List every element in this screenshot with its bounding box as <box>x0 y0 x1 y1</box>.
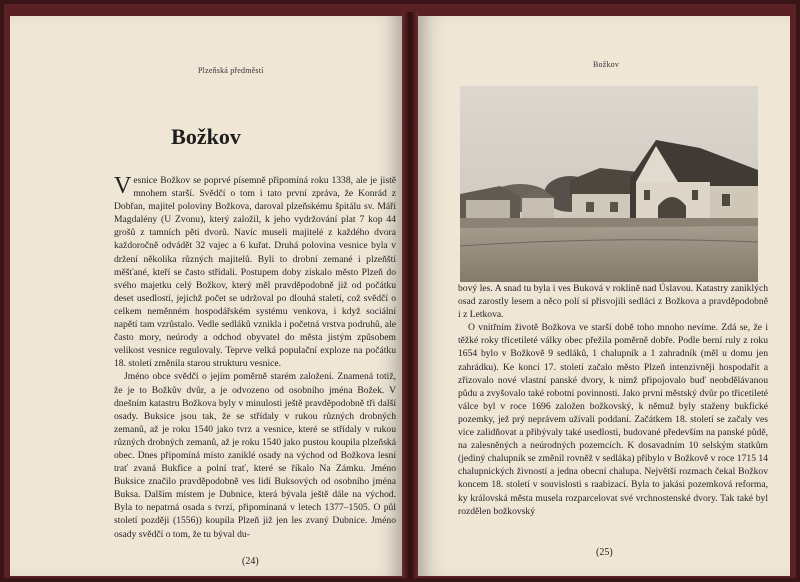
page-number-left: (24) <box>242 556 259 567</box>
paragraph: esnice Božkov se poprvé písemně připomíná roku 1338, ale je jistě mnohem starší. Svědčí o tom i tato první zpráva, že Konrád z Dobřan, majitel poloviny Božkova, daroval plzeňskému špitálu sv. Máří Magdalény (U Zvonu), který založil, k jeho vydržování plat 7 kop 44 grošů z tamních pěti dvorů. Navíc museli majitelé z každého dvora každoročně odvádět 32 vajec a 6 kuřat. Druhá polovina vesnice byla v držení několika různých majitelů. Byli to drobní zemané i plzeňští měšťané, kteří se často střídali. Postupem doby získalo město Plzeň do svého majetku celý Božkov, který měl pravděpodobně již od počátku deset usedlostí, jejichž počet se udržoval po dlouhá staletí, což svědčí o celkem neměnném hospodářském systému venkova, i když sociální napětí tam vzrůstalo. Vedle sedláků vznikla i početná vrstva podruhů, ale často mory, neúrody a odchod obyvatel do města jistým způsobem velikost vesnice regulovaly. Teprve velká populační exploze na počátku 18. století změnila starou strukturu vesnice. <box>114 175 396 370</box>
left-page-text <box>114 174 396 541</box>
running-head-right: Božkov <box>593 60 620 69</box>
paragraph: bový les. A snad tu byla i ves Buková v roklině nad Úslavou. Katastry zaniklých osad zarostly lesem a něco polí si přisvojili sedláci z Božkova a pravděpodobně i z Letkova. <box>458 283 768 321</box>
chapter-title: Božkov <box>171 124 241 149</box>
right-page-text <box>458 282 768 518</box>
paragraph: O vnitřním životě Božkova ve starší době toho mnoho nevíme. Zdá se, že i těžké roky třicetileté války obec přežila poměrně dobře. Podle berní ruly z roku 1654 bylo v Božkově 9 sedláků, 1 chalupník a 1 zahradník (měl u domu jen zahrádku). Ke konci 17. století začalo město Plzeň intenzivněji hospodařit a zřizovalo nové vlastní panské dvory, k nimž připojovalo buď neobdělávanou půdu a zvyšovalo také robotní povinnosti. Jako první městský dvůr po třicetileté válce byl v roce 1696 založen božkovský, k němuž byly staženy bukfické pozemky, jež prý neprávem užívali poddaní. Začátkem 18. století se začaly ves vice zalidňovat a přibývaly také usedlosti, budované především na panské půdě, na zalesněných a neúrodných pozemcích. K dosavadním 10 selským statkům (jediný chalupník se změnil rovněž v sedláka) přibylo v Božkově v roce 1715 14 chalupnických živností a jedna obecní chalupa. Největší rozmach čekal Božkov koncem 18. století v souvislosti s raabizací. Byla to jakási pozemková reforma, ky královská města musela rozparcelovat své vrchnostenské dvory. Tak také byl rozdělen božkovský <box>458 322 768 517</box>
paragraph: Jméno obce svědčí o jejím poměrně starém založení. Znamená totiž, že je to Božkův dvůr, a je odvozeno od osobního jména Božek. V dnešním katastru Božkova byly v minulosti ještě pravděpodobně tři další osady. Buksice jsou tak, že se střídaly v rukou různých drobných zemanů, až je roku 1540 jako tvrz a vesnice, které se střídaly v rukou různých drobných zemanů, až je roku 1540 jako pustou koupila plzeňská obec. Dnes připomíná místo zaniklé osady na východ od Božkova lesní trať zvaná Bukfice a polní trať, které se říkalo Na Zámku. Jméno Buksice značilo pravděpodobně ves lidí Buksových od osobního jména Buksa. Dalším místem je Dubnice, která bývala ještě dále na východ. Byla to nepatrná osada s tvrzí, připomínaná v letech 1377–1505. O půl století později (1556)) koupila Plzeň již jen les zvaný Dubnice. Jméno osady svědčí o tom, že tu býval du- <box>114 371 396 540</box>
book-gutter <box>402 12 418 578</box>
village-photo <box>460 86 758 282</box>
right-page <box>418 16 790 576</box>
dropcap: V <box>114 173 132 199</box>
village-photo-drawing <box>460 86 758 282</box>
running-head-left: Plzeňská předměstí <box>198 66 264 75</box>
page-number-right: (25) <box>596 547 613 558</box>
book-spread <box>4 4 796 578</box>
left-page <box>10 16 402 576</box>
